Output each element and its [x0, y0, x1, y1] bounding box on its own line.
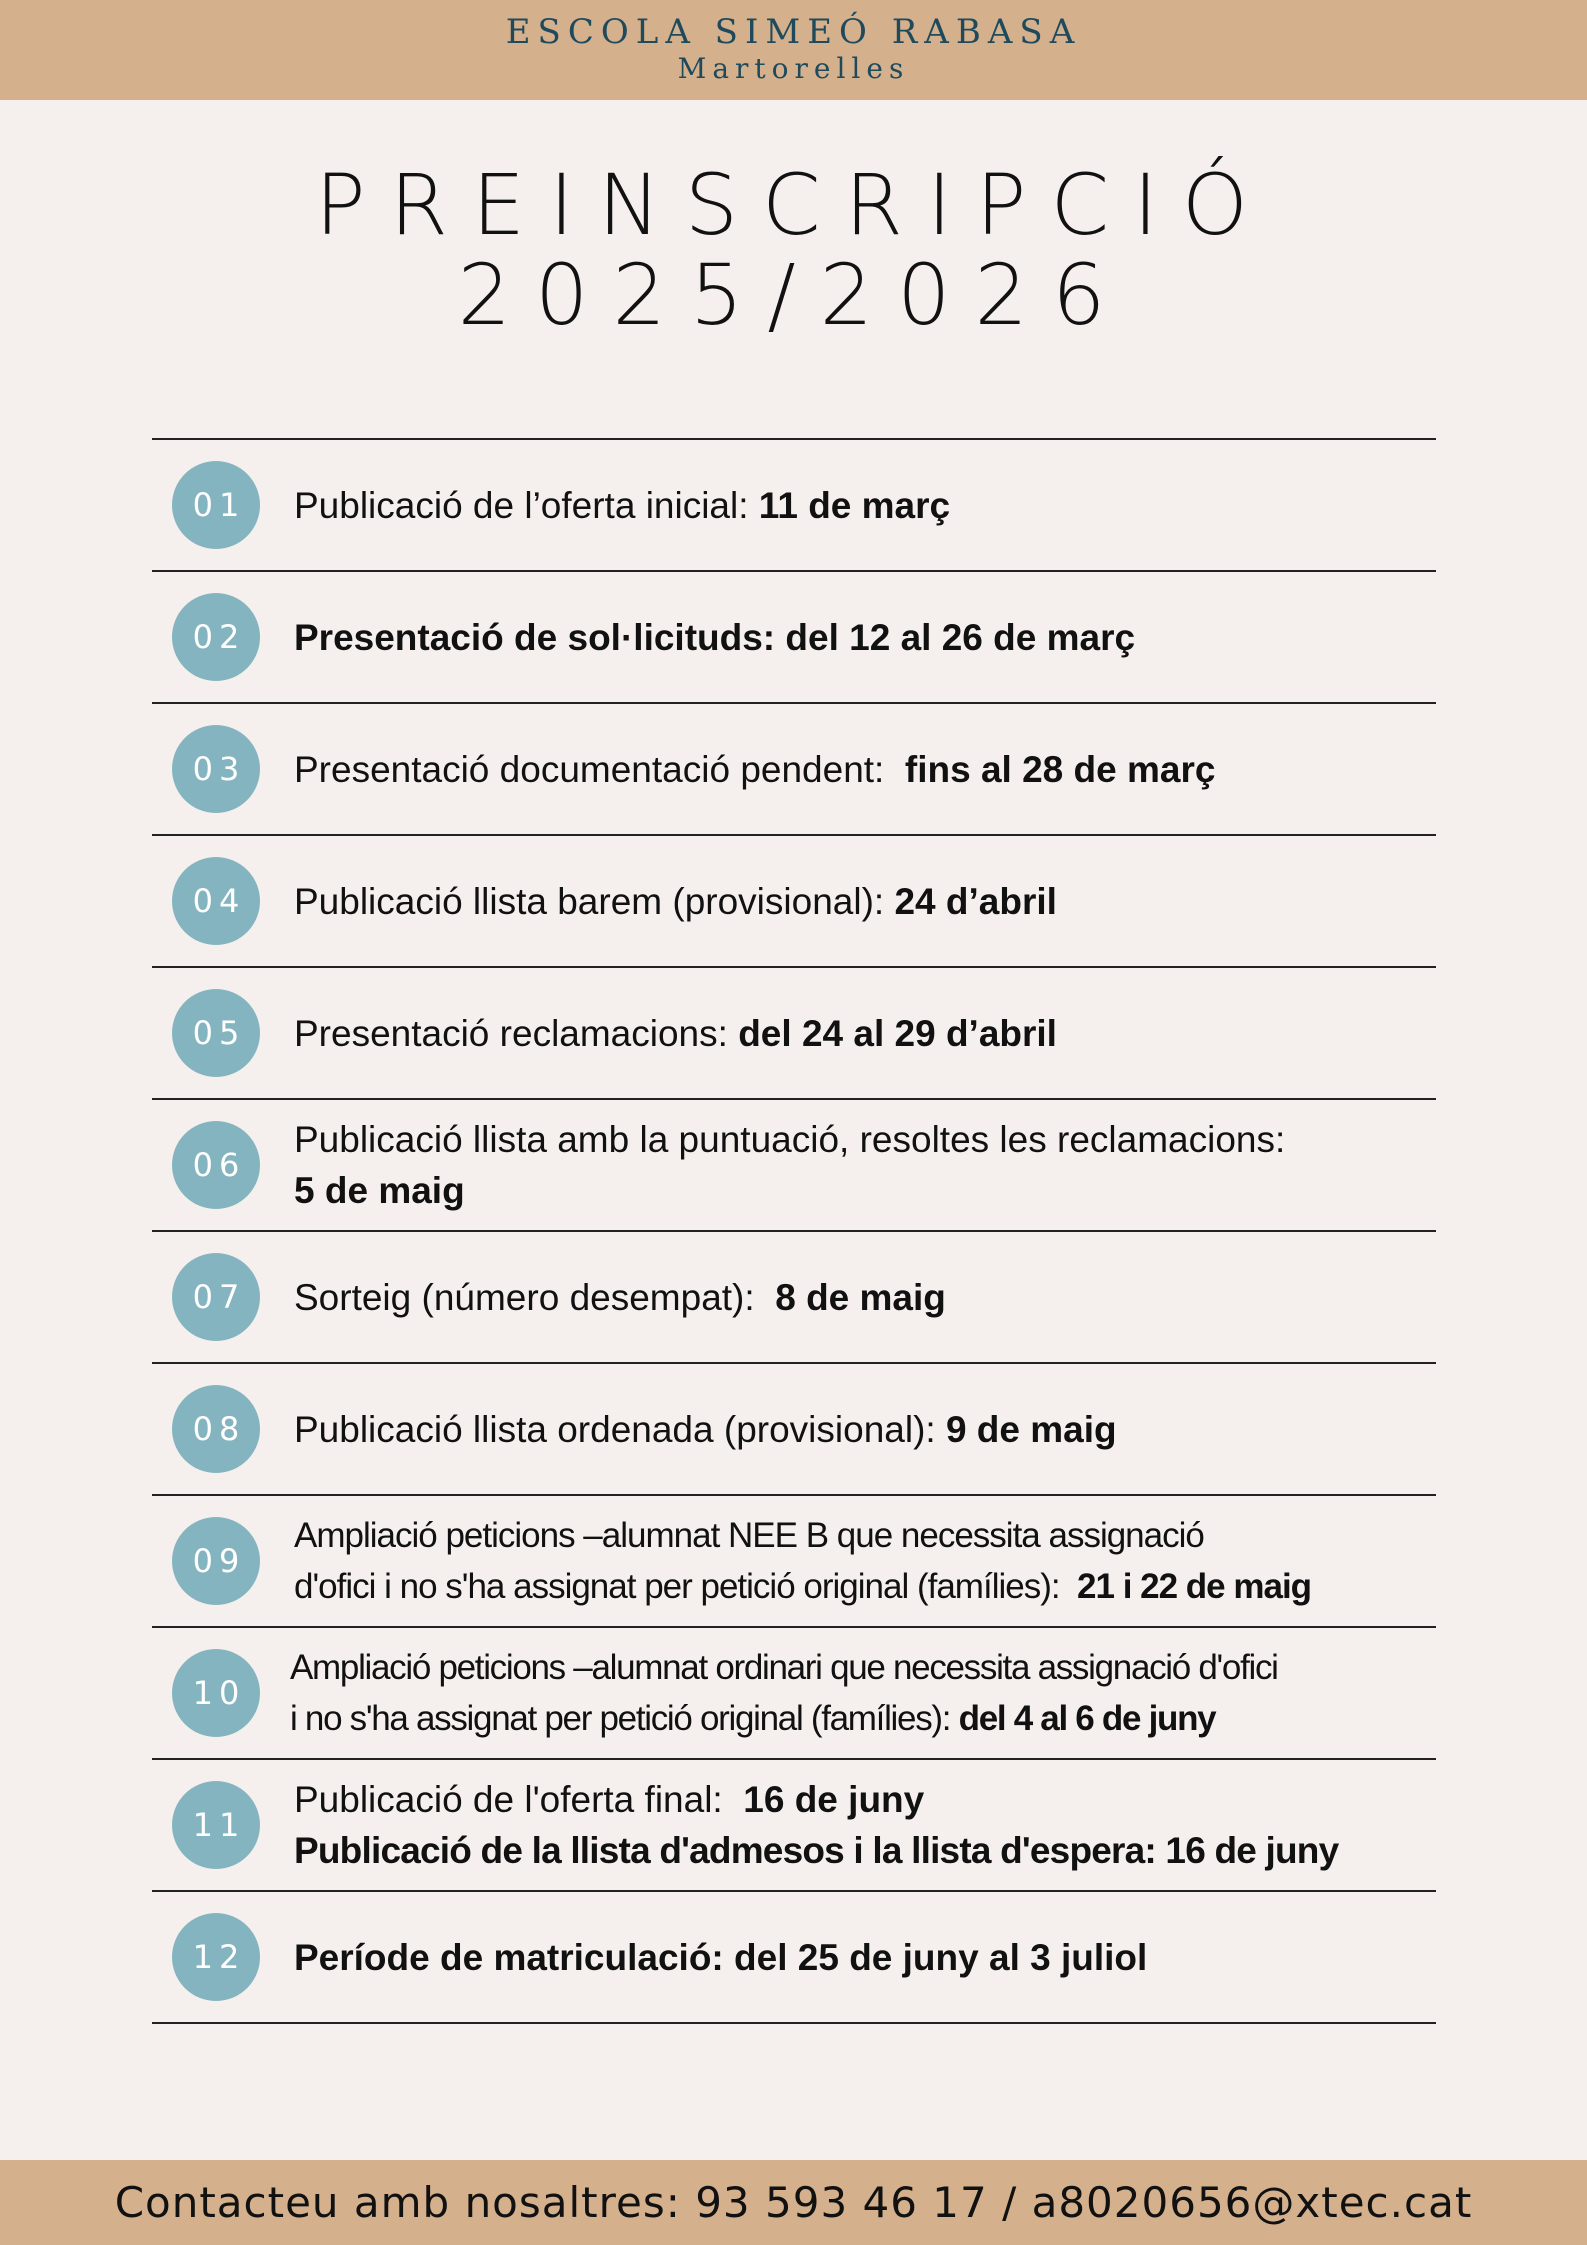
timeline-step-04	[152, 836, 1436, 968]
step-date: 16 de juny	[743, 1779, 925, 1820]
step-date: 5 de maig	[294, 1170, 465, 1211]
school-name: ESCOLA SIMEÓ RABASA	[505, 12, 1082, 52]
step-number-badge: 04	[172, 857, 260, 945]
step-date: 24 d’abril	[894, 880, 1057, 922]
step-label-2: Publicació de la llista d'admesos i la llista d'espera: 16 de juny	[294, 1830, 1339, 1871]
step-number-badge: 01	[172, 461, 260, 549]
step-label-line-1: Ampliació peticions –alumnat ordinari que necessita assignació d'ofici	[290, 1648, 1278, 1687]
step-text	[294, 1496, 1432, 1626]
step-date: fins al 28 de març	[904, 748, 1216, 790]
step-date: 21 i 22 de maig	[1077, 1567, 1312, 1606]
step-text	[294, 440, 1432, 570]
step-date: 11 de març	[758, 484, 951, 526]
step-text	[294, 1892, 1432, 2022]
step-text	[294, 1364, 1432, 1494]
step-number-badge: 02	[172, 593, 260, 681]
footer-band	[0, 2160, 1587, 2245]
step-number-badge: 09	[172, 1517, 260, 1605]
step-text	[294, 572, 1432, 702]
step-label-line-2: i no s'ha assignat per petició original (famílies):	[290, 1699, 959, 1738]
timeline-step-05	[152, 968, 1436, 1100]
page-title	[0, 156, 1587, 344]
step-label: Període de matriculació: del 25 de juny al 3 juliol	[294, 1936, 1148, 1978]
step-text	[290, 1628, 1432, 1758]
step-text	[294, 836, 1432, 966]
step-text	[294, 704, 1432, 834]
step-number-badge: 03	[172, 725, 260, 813]
step-label: Presentació de sol·licituds: del 12 al 26 de març	[294, 616, 1136, 658]
step-date: 8 de maig	[775, 1276, 946, 1318]
step-label: Sorteig (número desempat):	[294, 1276, 776, 1318]
step-label-line-1: Ampliació peticions –alumnat NEE B que necessita assignació	[294, 1516, 1204, 1555]
step-label: Publicació llista barem (provisional):	[294, 880, 895, 922]
timeline-step-01	[152, 440, 1436, 572]
timeline-step-11	[152, 1760, 1436, 1892]
step-text	[294, 968, 1432, 1098]
step-label: Presentació documentació pendent:	[294, 748, 905, 790]
timeline-step-07	[152, 1232, 1436, 1364]
timeline-step-12	[152, 1892, 1436, 2024]
timeline-step-02	[152, 572, 1436, 704]
step-number-badge: 08	[172, 1385, 260, 1473]
step-number-badge: 12	[172, 1913, 260, 2001]
timeline-step-09	[152, 1496, 1436, 1628]
step-date: del 4 al 6 de juny	[958, 1699, 1216, 1738]
step-number-badge: 07	[172, 1253, 260, 1341]
timeline-step-08	[152, 1364, 1436, 1496]
step-number-badge: 11	[172, 1781, 260, 1869]
step-text	[294, 1100, 1432, 1230]
step-text	[294, 1760, 1432, 1890]
step-date: 9 de maig	[945, 1408, 1117, 1450]
step-label: Publicació de l'oferta final:	[294, 1779, 744, 1820]
step-number-badge: 10	[172, 1649, 260, 1737]
title-line-1: PREINSCRIPCIÓ	[314, 156, 1272, 254]
timeline-step-06	[152, 1100, 1436, 1232]
step-label: Publicació de l’oferta inicial:	[294, 484, 759, 526]
step-label-line-2: d'ofici i no s'ha assignat per petició original (famílies):	[294, 1567, 1078, 1606]
contact-info: Contacteu amb nosaltres: 93 593 46 17 / a8020656@xtec.cat	[114, 2178, 1473, 2227]
step-text	[294, 1232, 1432, 1362]
timeline-list	[152, 438, 1436, 2024]
step-date: del 24 al 29 d’abril	[738, 1012, 1057, 1054]
step-number-badge: 06	[172, 1121, 260, 1209]
header-band	[0, 0, 1587, 100]
step-number-badge: 05	[172, 989, 260, 1077]
timeline-step-03	[152, 704, 1436, 836]
step-label: Publicació llista amb la puntuació, resoltes les reclamacions:	[294, 1119, 1286, 1160]
step-label: Presentació reclamacions:	[294, 1012, 739, 1054]
town-name: Martorelles	[677, 52, 910, 85]
title-line-2: 2025/2026	[457, 246, 1130, 344]
timeline-step-10	[152, 1628, 1436, 1760]
step-label: Publicació llista ordenada (provisional):	[294, 1408, 946, 1450]
